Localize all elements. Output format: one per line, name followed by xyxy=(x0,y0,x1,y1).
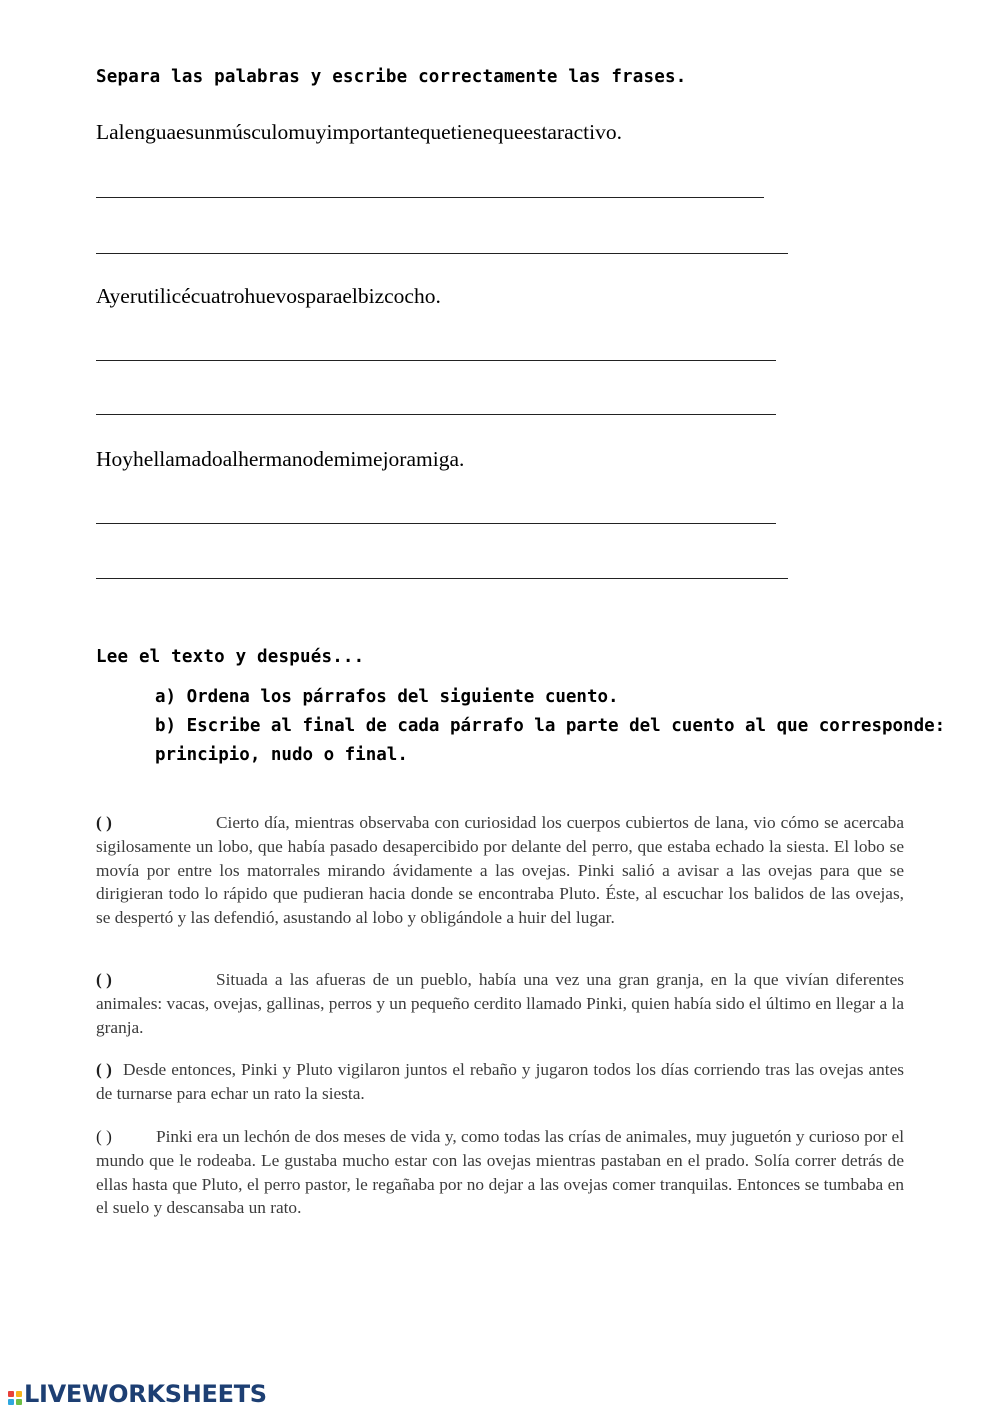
answer-line[interactable] xyxy=(96,523,776,524)
story-paragraph xyxy=(96,1058,904,1106)
paragraph-text: Pinki era un lechón de dos meses de vida y, como todas las crías de animales, muy juguetón y curioso por el mundo que le rodeaba. Le gustaba mucho estar con las ovejas mientras pastaban en el prado. Solía correr detrás de ellas hasta que Pluto, el perro pastor, le regañaba por no dejar a las ovejas comer tranquilas. Entonces se tumbaba en el suelo y descansaba un rato. xyxy=(96,1127,904,1218)
paragraph-text: Desde entonces, Pinki y Pluto vigilaron juntos el rebaño y jugaron todos los días corriendo tras las ovejas antes de turnarse para echar un rato la siesta. xyxy=(96,1060,904,1103)
paragraph-text: Cierto día, mientras observaba con curiosidad los cuerpos cubiertos de lana, vio cómo se acercaba sigilosamente un lobo, que había pasado desapercibido por delante del perro, que estaba echado la siesta. El lobo se movía por entre los matorrales mirando ávidamente a las ovejas. Pinki salió a avisar a las ovejas para que se dirigieran todo lo rápido que pudieran hacia donde se encontraba Pluto. Éste, al escuchar los balidos de las ovejas, se despertó y las defendió, asustando al lobo y obligándole a huir del lugar. xyxy=(96,813,904,928)
story-paragraph xyxy=(96,968,904,1039)
logo-cube-icon xyxy=(8,1391,22,1405)
order-blank[interactable]: ( ) xyxy=(96,1060,112,1079)
task-label-parts-options: principio, nudo o final. xyxy=(155,745,408,765)
answer-line[interactable] xyxy=(96,578,788,579)
liveworksheets-logo xyxy=(8,1380,267,1408)
exercise1-instruction: Separa las palabras y escribe correctamente las frases. xyxy=(96,67,687,87)
order-blank[interactable]: ( ) xyxy=(96,813,112,832)
story-paragraph xyxy=(96,1125,904,1220)
joined-sentence-1: Lalenguaesunmúsculomuyimportantequetienequeestaractivo. xyxy=(96,120,622,144)
story-paragraph xyxy=(96,811,904,930)
joined-sentence-2: Ayerutilicécuatrohuevosparaelbizcocho. xyxy=(96,284,441,308)
task-order-paragraphs: a) Ordena los párrafos del siguiente cuento. xyxy=(155,687,619,707)
answer-line[interactable] xyxy=(96,253,788,254)
brand-name: LIVEWORKSHEETS xyxy=(24,1380,267,1408)
order-blank[interactable]: ( ) xyxy=(96,1127,112,1146)
order-blank[interactable]: ( ) xyxy=(96,970,112,989)
exercise2-instruction: Lee el texto y después... xyxy=(96,647,365,667)
paragraph-text: Situada a las afueras de un pueblo, había una vez una gran granja, en la que vivían diferentes animales: vacas, ovejas, gallinas, perros y un pequeño cerdito llamado Pinki, quien había sido el último en llegar a la granja. xyxy=(96,970,904,1037)
answer-line[interactable] xyxy=(96,197,764,198)
task-label-parts: b) Escribe al final de cada párrafo la parte del cuento al que corresponde: xyxy=(155,716,946,736)
answer-line[interactable] xyxy=(96,414,776,415)
joined-sentence-3: Hoyhellamadoalhermanodemimejoramiga. xyxy=(96,447,465,471)
answer-line[interactable] xyxy=(96,360,776,361)
